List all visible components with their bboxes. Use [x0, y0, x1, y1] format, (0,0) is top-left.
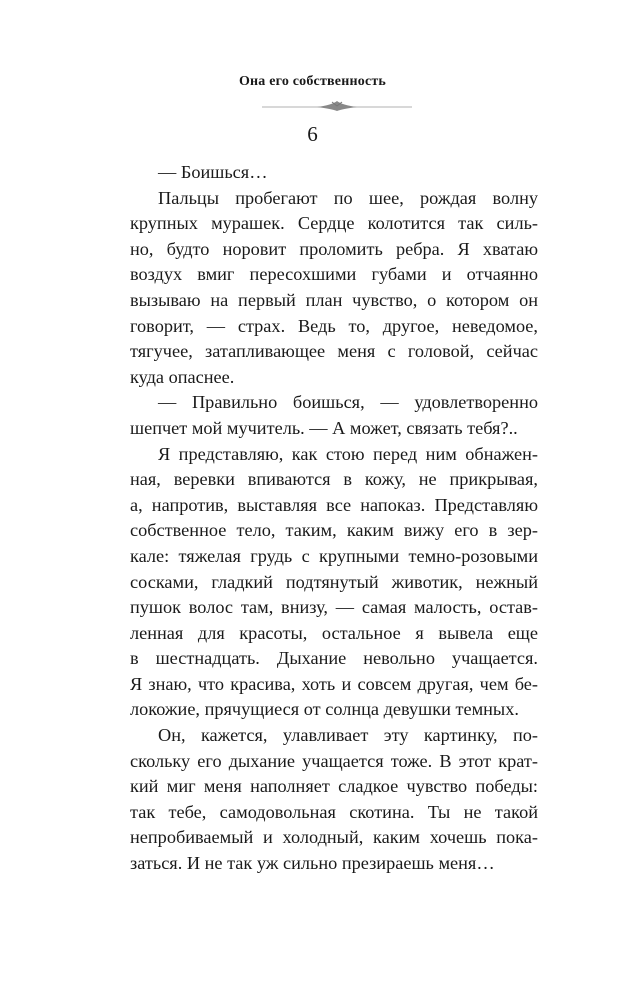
text-line: крупных мурашек. Сердце колотится так силь-: [130, 213, 538, 234]
text-line: — Правильно боишься, — удовлетворенно: [158, 392, 538, 413]
text-line: сосками, гладкий подтянутый животик, нежный: [130, 571, 538, 592]
text-line: вызываю на первый план чувство, о котором он: [130, 289, 538, 310]
text-line: тягучее, затапливающее меня с головой, сейчас: [130, 341, 538, 362]
text-line: а, напротив, выставляя все напоказ. Представляю: [130, 494, 538, 515]
text-line: говорит, — страх. Ведь то, другое, неведомое,: [130, 315, 538, 336]
ornament-divider-icon: [262, 100, 412, 112]
text-line: локожие, прячущиеся от солнца девушки темных.: [130, 699, 519, 720]
text-line: но, будто норовит проломить ребра. Я хватаю: [130, 238, 538, 259]
text-line: шепчет мой мучитель. — А может, связать тебя?..: [130, 417, 518, 438]
text-line: скольку его дыхание учащается тоже. В этот крат-: [130, 750, 538, 771]
text-line: пушок волос там, внизу, — самая малость, остав-: [130, 597, 538, 618]
text-line: Я представляю, как стою перед ним обнажен-: [158, 443, 538, 464]
text-line: Пальцы пробегают по шее, рождая волну: [158, 187, 538, 208]
text-line: — Боишься…: [158, 162, 268, 182]
running-title: Она его собственность: [238, 74, 387, 89]
text-line: воздух вмиг пересохшими губами и отчаянно: [130, 264, 538, 285]
text-line: куда опаснее.: [130, 366, 235, 387]
text-line: ная, веревки впиваются в кожу, не прикрывая,: [130, 469, 538, 490]
text-line: Он, кажется, улавливает эту картинку, по-: [158, 725, 538, 746]
text-line: собственное тело, таким, каким вижу его в зер-: [130, 520, 538, 541]
body-text: [130, 160, 538, 877]
text-line: ленная для красоты, остальное я вывела еще: [130, 622, 538, 643]
text-line: в шестнадцать. Дыхание невольно учащается.: [130, 648, 538, 669]
page-number: 6: [307, 122, 318, 146]
text-line: Я знаю, что красива, хоть и совсем другая, чем бе-: [130, 673, 538, 694]
text-line: так тебе, самодовольная скотина. Ты не такой: [130, 801, 538, 822]
text-line: непробиваемый и холодный, каким хочешь пока-: [130, 827, 538, 848]
text-line: заться. И не так уж сильно презираешь меня…: [130, 853, 495, 874]
text-line: кий миг меня наполняет сладкое чувство победы:: [130, 776, 538, 797]
text-line: кале: тяжелая грудь с крупными темно-розовыми: [130, 545, 538, 566]
